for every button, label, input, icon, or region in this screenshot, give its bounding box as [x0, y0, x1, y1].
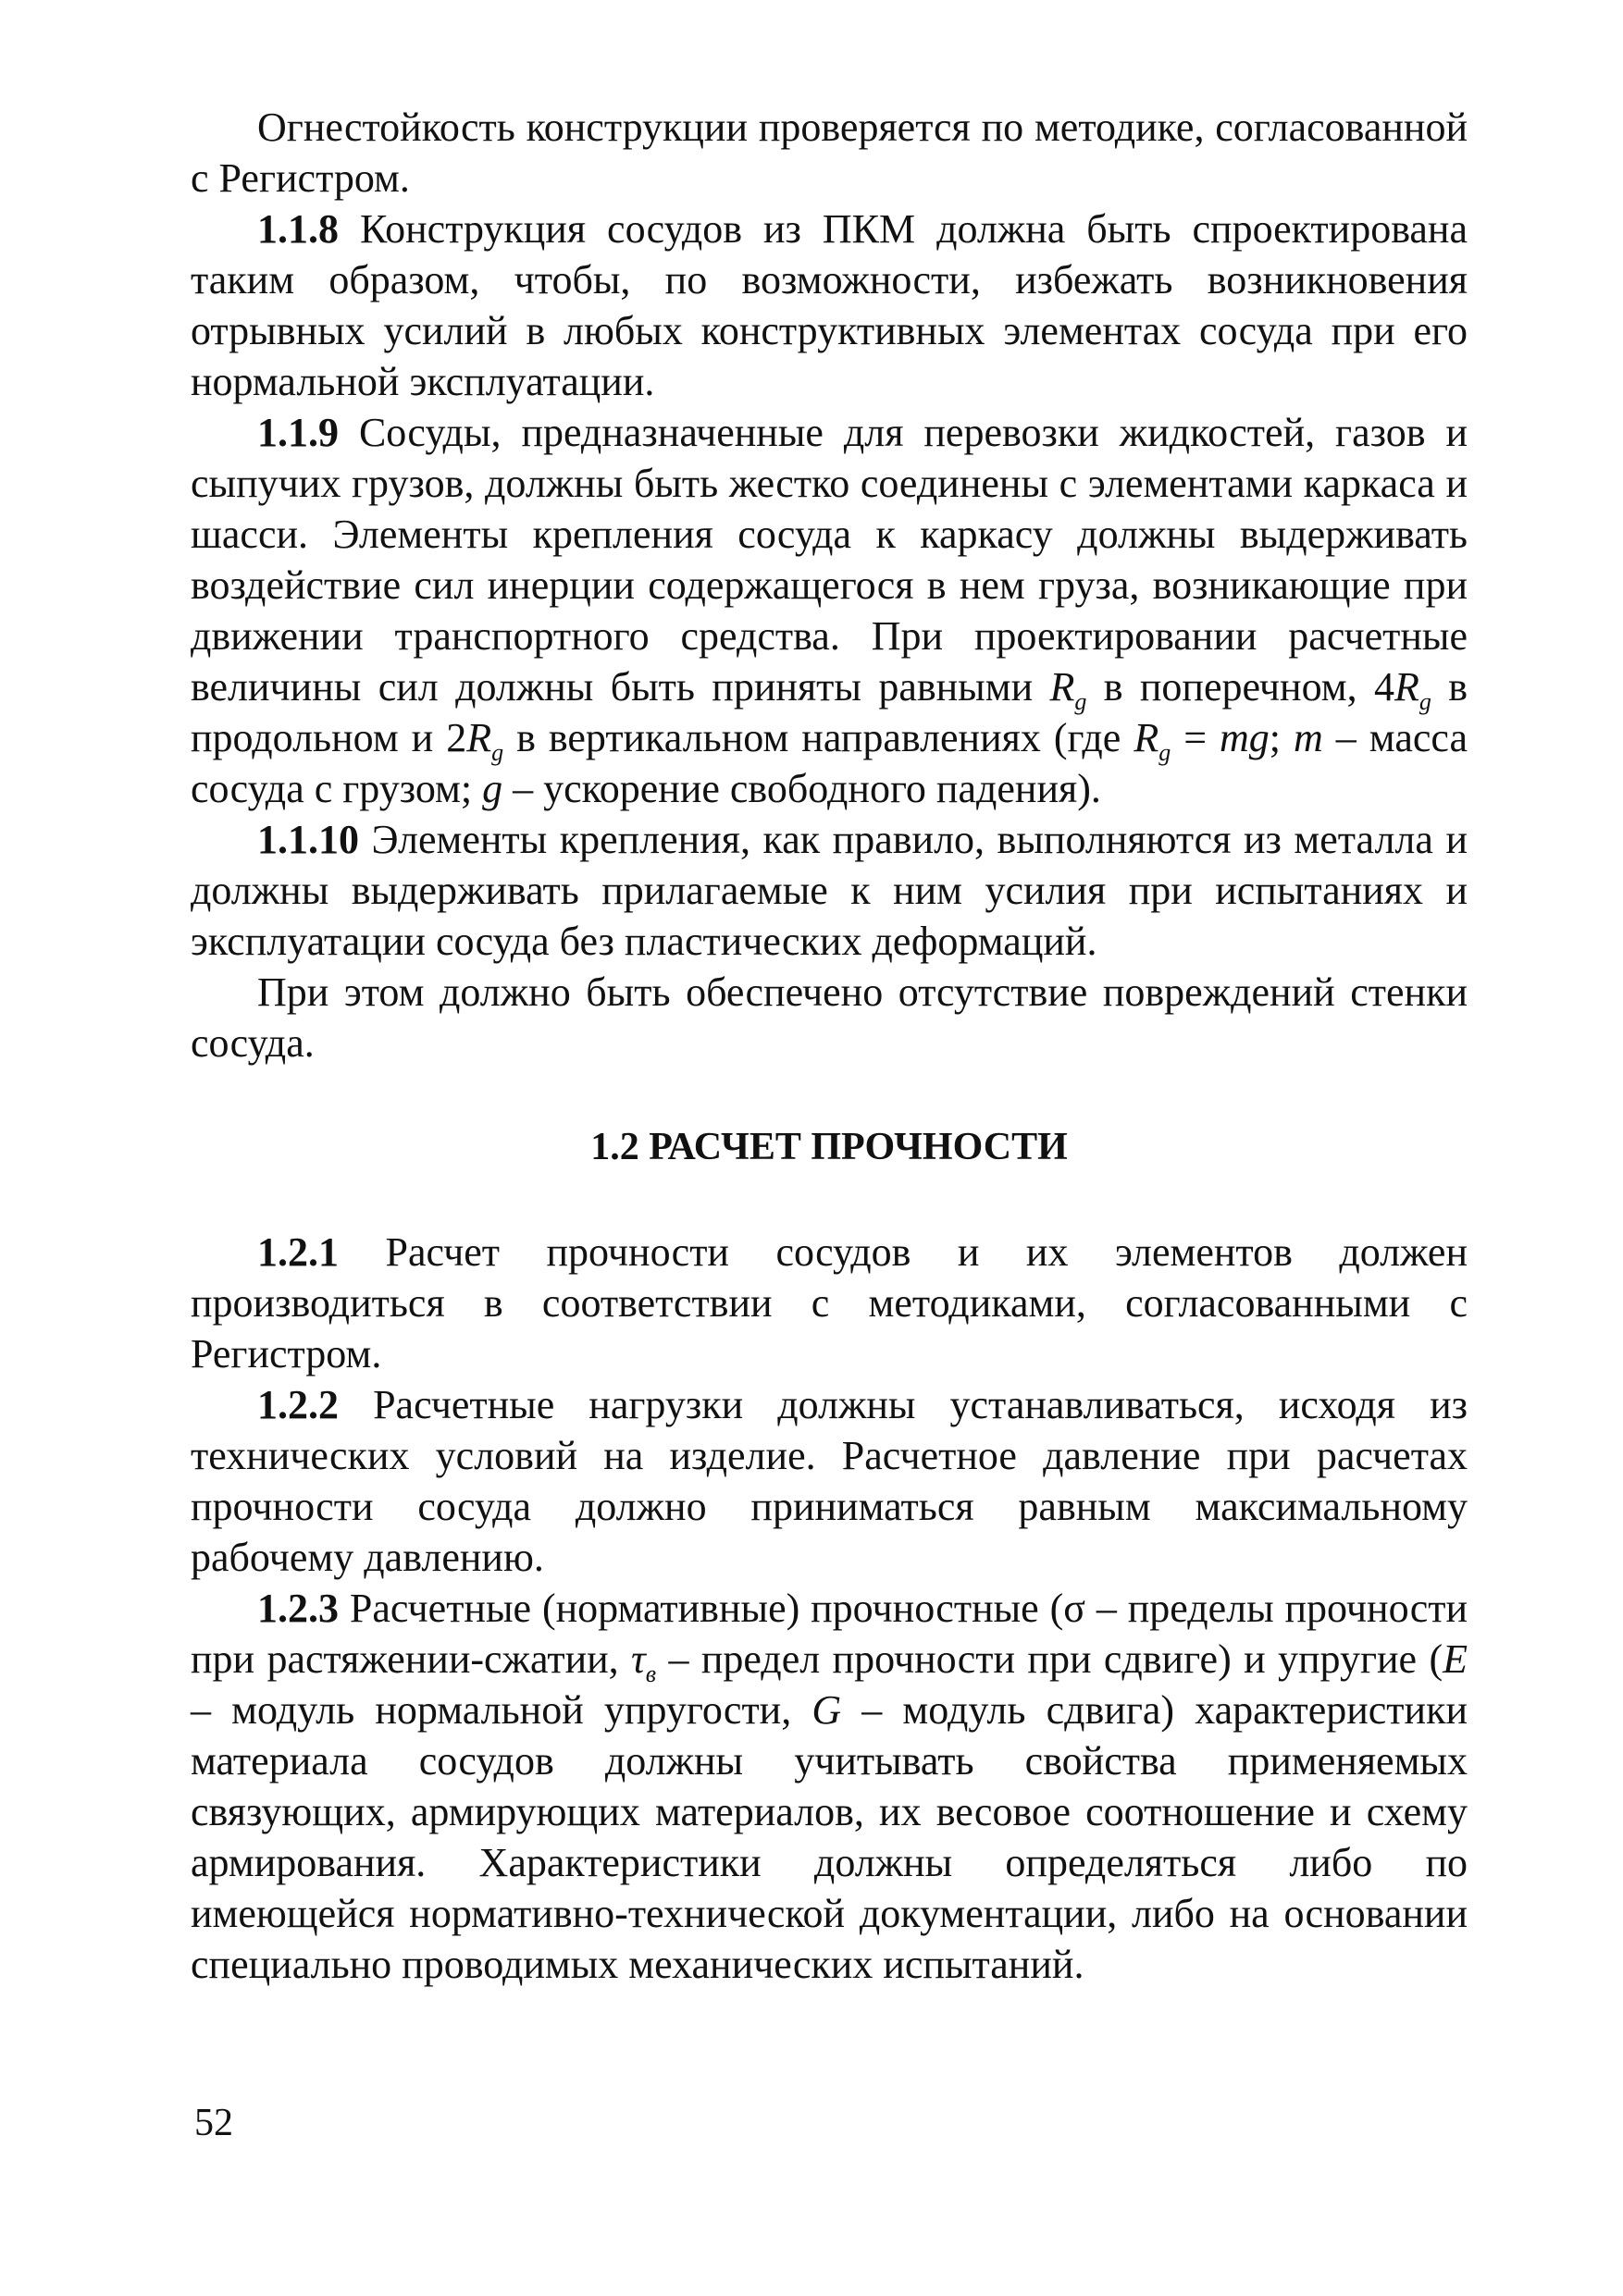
subscript-g: g [1158, 739, 1171, 766]
paragraph-text: Огнестойкость конструкции проверяется по методике, согласованной с Регистром. [191, 105, 1468, 201]
paragraph-text: в поперечном, 4 [1086, 664, 1394, 710]
paragraph-text: – масса сосуда с грузом; [191, 715, 1468, 811]
paragraph-text: При этом должно быть обеспечено отсутствие повреждений стенки сосуда. [191, 969, 1468, 1066]
clause-number: 1.1.10 [257, 817, 359, 862]
subscript-g: g [1074, 688, 1087, 715]
paragraph-text: – предел прочности при сдвиге) и упругие ( [656, 1636, 1443, 1682]
paragraph-1-1-10 [191, 814, 1468, 967]
symbol-R: R [1134, 715, 1159, 760]
paragraph-fire-resistance [191, 102, 1468, 204]
paragraph-text: Расчетные (нормативные) прочностные (σ – пределы прочности при растяжении-сжатии, [191, 1586, 1468, 1682]
paragraph-text: – ускорение свободного падения). [502, 766, 1101, 811]
paragraph-text: ; [1269, 715, 1295, 760]
paragraph-text: Элементы крепления, как правило, выполняются из металла и должны выдерживать прилагаемые к ним усилия при испытаниях и эксплуатации сосуда без пластических деформаций. [191, 817, 1468, 964]
symbol-m: m [1294, 715, 1323, 760]
symbol-G: G [812, 1687, 842, 1733]
paragraph-text: Расчетные нагрузки должны устанавливаться, исходя из технических условий на изделие. Расчетное давление при расчетах прочности сосуда должно приниматься равным максимальному рабочему давлению. [191, 1382, 1468, 1580]
paragraph-1-1-8 [191, 204, 1468, 407]
symbol-R: R [466, 715, 492, 760]
paragraph-1-2-3 [191, 1583, 1468, 1990]
clause-number: 1.1.8 [257, 206, 339, 252]
clause-number: 1.1.9 [257, 410, 339, 455]
paragraph-text: – модуль сдвига) характеристики материала сосудов должны учитывать свойства применяемых связующих, армирующих материалов, их весовое соотношение и схему армирования. Характеристики должны определяться либо по имеющейся нормативно-технической документации, либо на основании специально проводимых механических испытаний. [191, 1687, 1468, 1987]
clause-number: 1.2.2 [257, 1382, 339, 1427]
paragraph-text: Сосуды, предназначенные для перевозки жидкостей, газов и сыпучих грузов, должны быть жестко соединены с элементами каркаса и шасси. Элементы крепления сосуда к каркасу должны выдерживать воздействие сил инерции содержащегося в нем груза, возникающие при движении транспортного средства. При проектировании расчетные величины сил должны быть приняты равными [191, 410, 1468, 710]
paragraph-1-2-2 [191, 1379, 1468, 1583]
symbol-tau: τ [631, 1636, 646, 1682]
symbol-R: R [1049, 664, 1075, 710]
paragraph-text: в вертикальном направлениях (где [503, 715, 1134, 760]
paragraph-text: – модуль нормальной упругости, [191, 1687, 812, 1733]
paragraph-text: Конструкция сосудов из ПКМ должна быть спроектирована таким образом, чтобы, по возможности, избежать возникновения отрывных усилий в любых конструктивных элементах сосуда при его нормальной эксплуатации. [191, 206, 1468, 404]
clause-number: 1.2.1 [257, 1229, 339, 1275]
symbol-E: E [1443, 1636, 1468, 1682]
subscript-g: g [1419, 688, 1431, 715]
paragraph-text: в продольном и 2 [191, 664, 1468, 760]
subscript-g: g [491, 739, 504, 766]
subscript-v: в [645, 1660, 657, 1687]
paragraph-text: = [1171, 715, 1220, 760]
symbol-g: g [482, 766, 503, 811]
symbol-mg: mg [1220, 715, 1270, 760]
section-heading: 1.2 РАСЧЕТ ПРОЧНОСТИ [590, 1126, 1068, 1168]
paragraph-1-1-10-continued [191, 967, 1468, 1068]
paragraph-text: Расчет прочности сосудов и их элементов должен производиться в соответствии с методиками, согласованными с Регистром. [191, 1229, 1468, 1376]
symbol-R: R [1394, 664, 1419, 710]
paragraph-1-2-1 [191, 1227, 1468, 1379]
page-body [191, 102, 1468, 1990]
paragraph-1-1-9 [191, 407, 1468, 814]
page-number: 52 [194, 2102, 233, 2144]
clause-number: 1.2.3 [257, 1586, 339, 1631]
